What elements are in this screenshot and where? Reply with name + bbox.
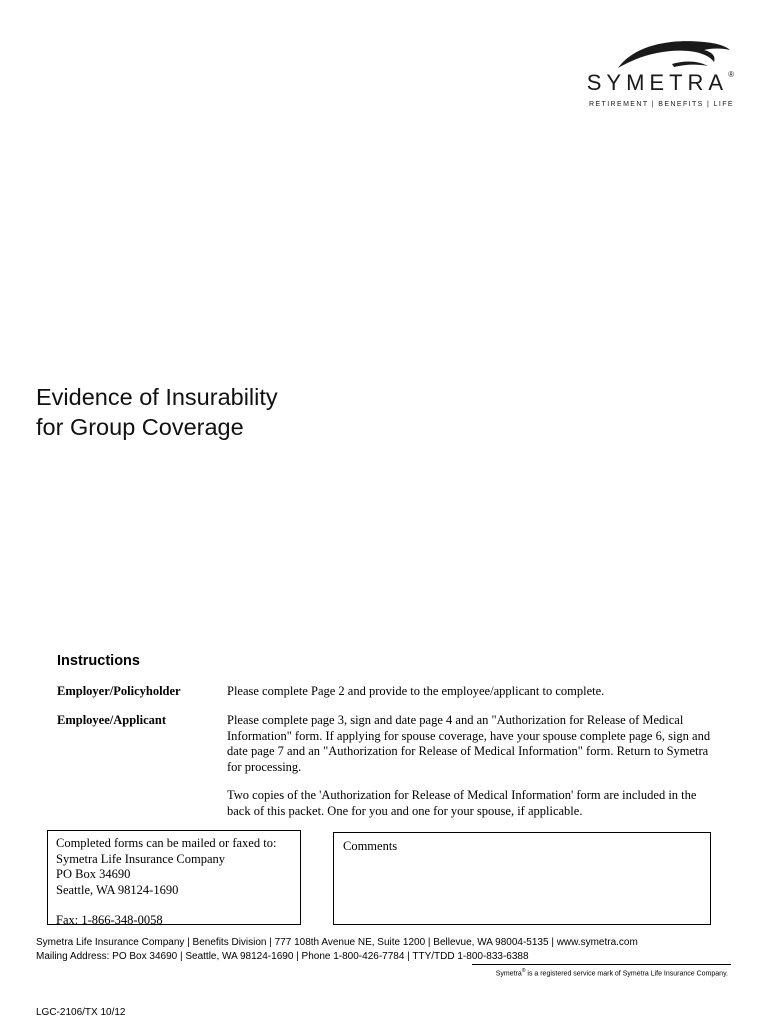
fax-number: Fax: 1-866-348-0058	[56, 913, 163, 927]
form-code: LGC-2106/TX 10/12	[36, 1007, 126, 1018]
employee-label: Employee/Applicant	[57, 713, 167, 727]
footer-divider	[472, 964, 731, 965]
title-line-1: Evidence of Insurability	[36, 384, 278, 410]
footer-line-1: Symetra Life Insurance Company | Benefits Division | 777 108th Avenue NE, Suite 1200 | Bellevue, WA 98004-5135 | www.symetra.com	[36, 937, 638, 948]
employer-instruction: Please complete Page 2 and provide to the employee/applicant to complete.	[227, 684, 605, 698]
company-wordmark: SYMETRA®	[586, 70, 734, 95]
mailing-company: Symetra Life Insurance Company	[56, 851, 226, 866]
mailing-po-box: PO Box 34690	[56, 867, 131, 881]
mailing-address-box	[47, 830, 301, 925]
employer-label: Employer/Policyholder	[57, 684, 181, 698]
title-line-2: for Group Coverage	[36, 414, 244, 440]
trademark-notice: Symetra® is a registered service mark of Symetra Life Insurance Company.	[495, 968, 728, 978]
company-tagline: RETIREMENT | BENEFITS | LIFE	[589, 101, 734, 108]
mailing-city: Seattle, WA 98124-1690	[56, 882, 179, 897]
authorization-note: Two copies of the 'Authorization for Release of Medical Information' form are included in the back of this packet. One for you and one for your spouse, if applicable.	[227, 788, 697, 818]
footer-line-2: Mailing Address: PO Box 34690 | Seattle, WA 98124-1690 | Phone 1-800-426-7784 | TTY/TDD 1-800-833-6388	[36, 950, 529, 962]
comments-field[interactable]	[333, 832, 711, 925]
mailing-instruction: Completed forms can be mailed or faxed to:	[56, 836, 277, 850]
footer-address	[36, 936, 638, 963]
document-title	[36, 382, 278, 442]
employee-instruction: Please complete page 3, sign and date page 4 and an "Authorization for Release of Medical Information" form. If applying for spouse coverage, have your spouse complete page 6, sign and date page 7 and an "Authorization for Release of Medical Information" form. Return to Symetra for processing.	[227, 713, 711, 774]
comments-label: Comments	[343, 839, 398, 853]
instructions-heading: Instructions	[57, 653, 140, 669]
